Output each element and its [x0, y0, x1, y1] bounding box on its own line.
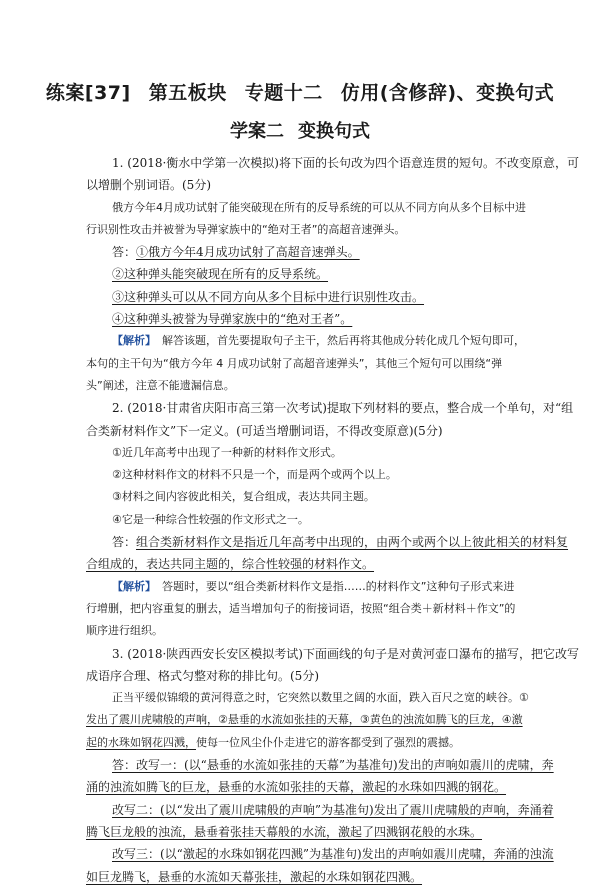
q3-rewrite1-text: 答：改写一：(以“悬垂的水流如张挂的天幕”为基准句)发出的声响如震川的虎啸，奔	[112, 758, 554, 773]
q1-stem-line: 以增删个别词语。(5分)	[86, 178, 211, 193]
q3-rewrite2-line	[86, 821, 516, 843]
q2-material-line: ④它是一种综合性较强的作文形式之一。	[112, 512, 309, 526]
q1-answer-line	[86, 308, 516, 330]
q2-stem-line: 合类新材料作文”下一定义。(可适当增删词语，不得改变原意)(5分)	[86, 423, 443, 438]
answer-prefix: 答：	[112, 535, 137, 550]
q3-rewrite1-text: 涌的浊流如腾飞的巨龙，悬垂的水流如张挂的天幕，激起的水珠如四溅的钢花。	[86, 780, 507, 795]
q3-material-line	[86, 687, 529, 709]
q3-material-underlined: 发出了震川虎啸般的声响，②悬垂的水流如张挂的天幕，③黄色的浊流如腾飞的巨龙，④激	[86, 713, 523, 727]
q3-rewrite2-text: 改写二：(以“发出了震川虎啸般的声响”为基准句)发出了震川虎啸般的声响，奔涌着	[112, 802, 554, 817]
title-topic-name: 仿用(含修辞)、变换句式	[340, 82, 555, 104]
q1-answer-3: ③这种弹头可以从不同方向从多个目标中进行识别性攻击。	[112, 289, 425, 304]
page-subtitle	[0, 117, 600, 143]
q1-answer-line	[86, 263, 516, 285]
q3-rewrite3-text: 改写三：(以“激起的水珠如钢花四溅”为基准句)发出的声响如震川虎啸，奔涌的浊流	[112, 847, 554, 862]
q3-material-text: 使每一位风尘仆仆走进它的游客都受到了强烈的震撼。	[196, 735, 460, 749]
title-topic: 专题十二	[244, 82, 323, 104]
worksheet-content	[86, 152, 579, 888]
q3-stem-line: 3. (2018·陕西西安长安区模拟考试)下面画线的句子是对黄河壶口瀑布的描写，把它改写	[112, 646, 579, 661]
q3-material-line	[86, 709, 523, 731]
q2-material-line: ②这种材料作文的材料不只是一个，而是两个或两个以上。	[112, 468, 397, 482]
q2-analysis-line	[86, 576, 516, 598]
q2-material-line: ③材料之间内容彼此相关，复合组成，表达共同主题。	[112, 490, 375, 504]
q1-analysis-text: 解答该题，首先要提取句子主干，然后再将其他成分转化成几个短句即可，	[162, 334, 525, 348]
q2-answer-line	[86, 531, 569, 553]
title-section: 第五板块	[148, 82, 227, 104]
q2-material-line: ①近几年高考中出现了一种新的材料作文形式。	[112, 445, 342, 459]
q1-stem-line: 1. (2018·衡水中学第一次模拟)将下面的长句改为四个语意连贯的短句。不改变原意，可	[112, 156, 579, 170]
q1-answer-line	[86, 241, 516, 263]
q1-analysis-line	[86, 330, 525, 352]
q3-rewrite2-text: 腾飞巨龙般的浊流，悬垂着张挂天幕般的水流，激起了四溅钢花般的水珠。	[86, 824, 483, 839]
answer-prefix: 答：	[112, 245, 137, 260]
q3-rewrite3-text: 如巨龙腾飞，悬垂的水流如天幕张挂，激起的水珠如钢花四溅。	[86, 869, 423, 884]
subtitle-lesson: 学案二	[230, 121, 284, 142]
q2-answer-text: 组合类新材料作文是指近几年高考中出现的，由两个或两个以上彼此相关的材料复	[136, 535, 569, 550]
q3-rewrite1-line	[86, 776, 516, 798]
q3-stem-line: 成语序合理、格式匀整对称的排比句。(5分)	[86, 668, 319, 683]
q1-answer-2: ②这种弹头能突破现在所有的反导系统。	[112, 267, 329, 282]
q3-material-underlined: 起的水珠如钢花四溅，	[86, 735, 196, 749]
q1-material-line: 俄方今年4月成功试射了能突破现在所有的反导系统的可以从不同方向从多个目标中进	[112, 200, 526, 214]
q2-answer-text: 合组成的，表达共同主题的，综合性较强的材料作文。	[86, 557, 375, 572]
subtitle-name: 变换句式	[298, 121, 370, 142]
q3-material-line	[86, 732, 516, 754]
title-exercise-number: 练案[37]	[45, 82, 131, 104]
q1-analysis-line: 头”阐述，注意不能遗漏信息。	[86, 378, 235, 392]
q2-answer-line	[86, 553, 516, 575]
q1-answer-1: ①俄方今年4月成功试射了高超音速弹头。	[136, 245, 360, 260]
page-title	[0, 78, 600, 105]
q3-rewrite1-line	[86, 754, 554, 776]
q3-rewrite3-line	[86, 866, 516, 888]
q1-analysis-line: 本句的主干句为“俄方今年 4 月成功试射了高超音速弹头”，其他三个短句可以围绕“弹	[86, 356, 503, 370]
q2-analysis-line: 行增删，把内容重复的删去，适当增加句子的衔接词语，按照“组合类＋新材料＋作文”的	[86, 601, 516, 615]
q2-analysis-line: 顺序进行组织。	[86, 624, 163, 638]
analysis-tag: 【解析】	[112, 579, 156, 593]
q2-analysis-text: 答题时，要以“组合类新材料作文是指……的材料作文”这种句子形式来进	[162, 579, 515, 593]
q1-material-line: 行识别性攻击并被誉为导弹家族中的“绝对王者”的高超音速弹头。	[86, 222, 406, 236]
q1-answer-line	[86, 286, 516, 308]
q3-rewrite3-line	[86, 843, 554, 865]
q3-material-text: 正当平缓似锦缎的黄河得意之时，它突然以数里之阔的水面，跌入百尺之宽的峡谷。①	[112, 691, 529, 705]
q2-stem-line: 2. (2018·甘肃省庆阳市高三第一次考试)提取下列材料的要点，整合成一个单句，对“组	[112, 401, 574, 416]
q3-rewrite2-line	[86, 799, 554, 821]
q1-answer-4: ④这种弹头被誉为导弹家族中的“绝对王者”。	[112, 312, 353, 327]
analysis-tag: 【解析】	[112, 334, 156, 348]
